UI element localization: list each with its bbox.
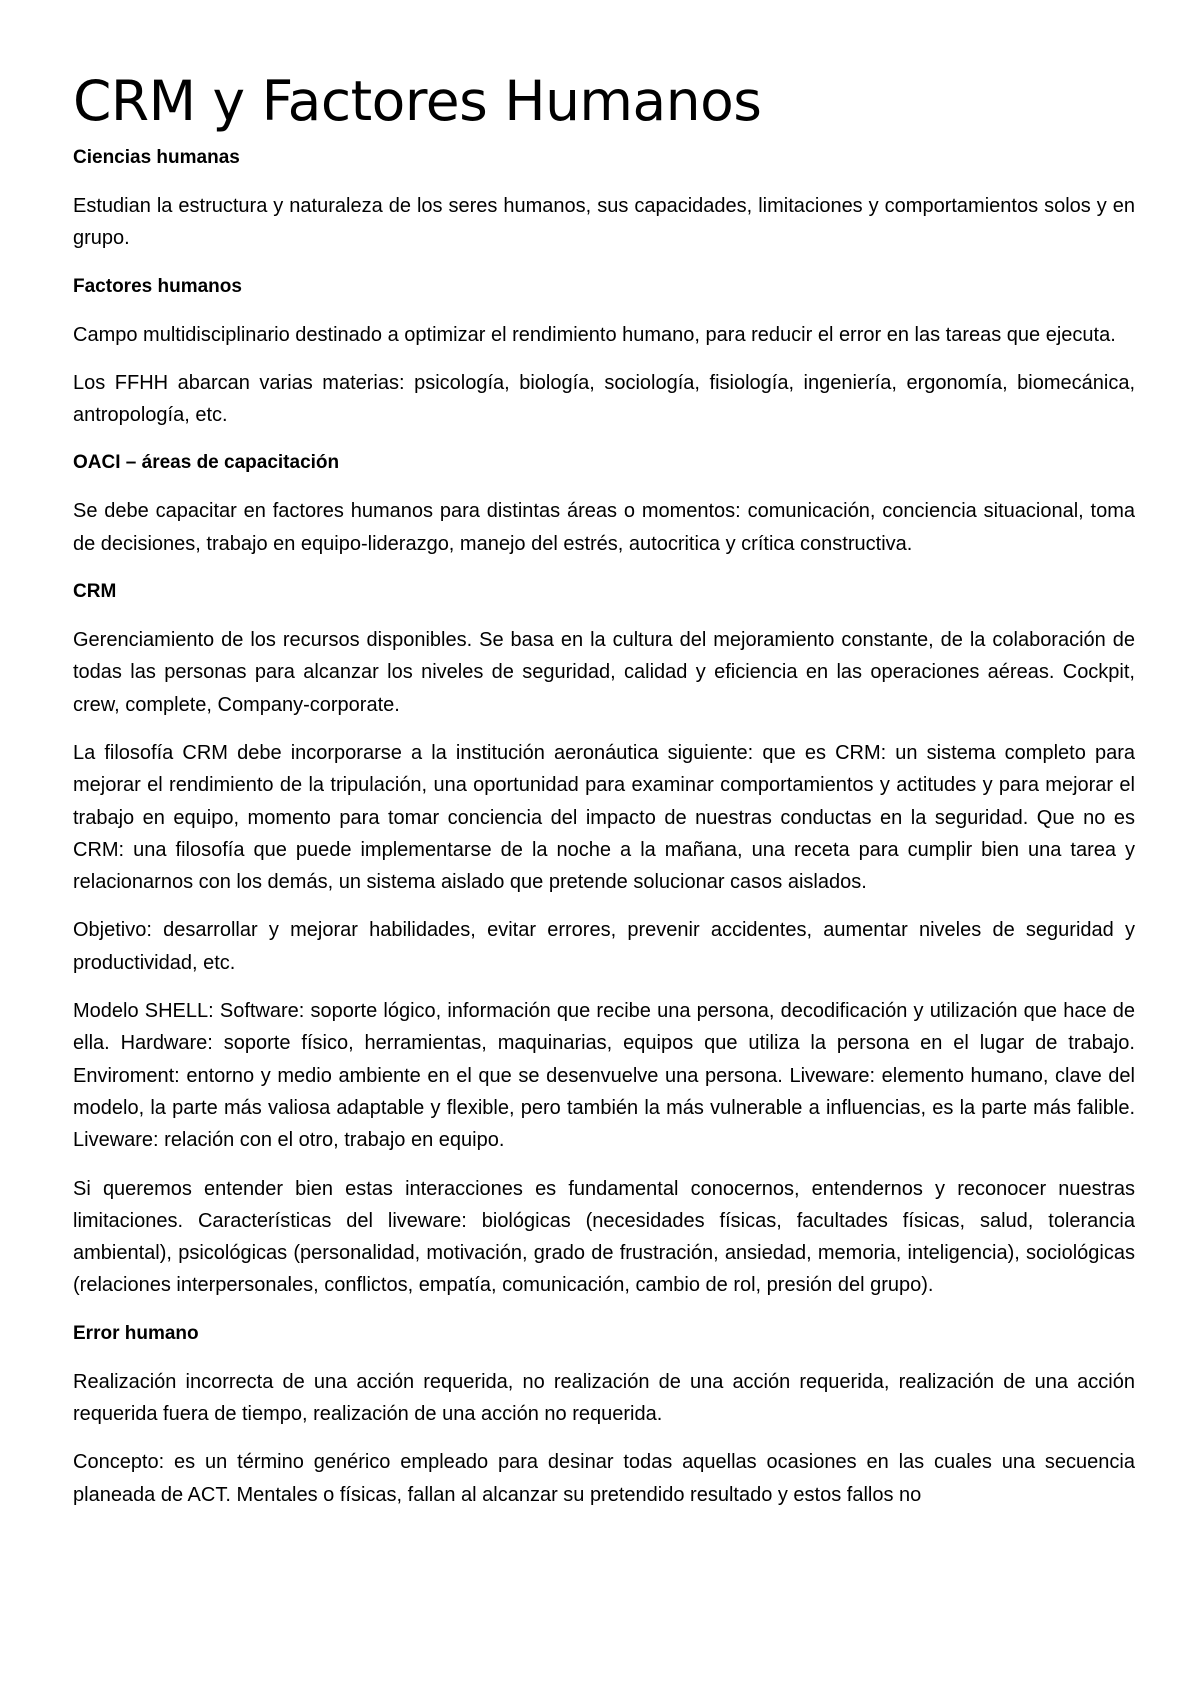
document-title: CRM y Factores Humanos — [73, 69, 762, 133]
paragraph: Concepto: es un término genérico empleado para desinar todas aquellas ocasiones en las cuales una secuencia planeada de ACT. Mentales o físicas, fallan al alcanzar su pretendido resultado y estos fallos no — [73, 1451, 1135, 1506]
section-heading-error-humano: Error humano — [73, 1322, 199, 1344]
paragraph: Se debe capacitar en factores humanos para distintas áreas o momentos: comunicación, conciencia situacional, toma de decisiones, trabajo en equipo-liderazgo, manejo del estrés, autocritica y crítica constructiva. — [73, 500, 1135, 555]
paragraph: Gerenciamiento de los recursos disponibles. Se basa en la cultura del mejoramiento constante, de la colaboración de todas las personas para alcanzar los niveles de seguridad, calidad y eficiencia en las operaciones aéreas. Cockpit, crew, complete, Company-corporate. — [73, 629, 1135, 716]
paragraph: Objetivo: desarrollar y mejorar habilidades, evitar errores, prevenir accidentes, aumentar niveles de seguridad y productividad, etc. — [73, 919, 1135, 974]
section-heading-oaci: OACI – áreas de capacitación — [73, 452, 340, 474]
paragraph: Los FFHH abarcan varias materias: psicología, biología, sociología, fisiología, ingeniería, ergonomía, biomecánica, antropología, etc. — [73, 371, 1135, 427]
paragraph: Campo multidisciplinario destinado a optimizar el rendimiento humano, para reducir el error en las tareas que ejecuta. — [73, 323, 1116, 346]
section-heading-ciencias-humanas: Ciencias humanas — [73, 147, 240, 168]
paragraph: Si queremos entender bien estas interacciones es fundamental conocernos, entendernos y reconocer nuestras limitaciones. Características del liveware: biológicas (necesidades físicas, facultades físicas, salud, tolerancia ambiental), psicológicas (personalidad, motivación, grado de frustración, ansiedad, memoria, inteligencia), sociológicas (relaciones interpersonales, conflictos, empatía, comunicación, cambio de rol, presión del grupo). — [73, 1177, 1135, 1297]
paragraph: Realización incorrecta de una acción requerida, no realización de una acción requerida, realización de una acción requerida fuera de tiempo, realización de una acción no requerida. — [73, 1370, 1135, 1426]
paragraph: La filosofía CRM debe incorporarse a la institución aeronáutica siguiente: que es CRM: un sistema completo para mejorar el rendimiento de la tripulación, una oportunidad para examinar comportamientos y actitudes y para mejorar el trabajo en equipo, momento para tomar conciencia del impacto de nuestras conductas en la seguridad. Que no es CRM: una filosofía que puede implementarse de la noche a la mañana, una receta para cumplir bien una tarea y relacionarnos con los demás, un sistema aislado que pretende solucionar casos aislados. — [73, 741, 1135, 894]
section-heading-crm: CRM — [73, 581, 117, 603]
paragraph: Modelo SHELL: Software: soporte lógico, información que recibe una persona, decodificación y utilización que hace de ella. Hardware: soporte físico, herramientas, maquinarias, equipos que utiliza la persona en el lugar de trabajo. Enviroment: entorno y medio ambiente en el que se desenvuelve una persona. Liveware: elemento humano, clave del modelo, la parte más valiosa adaptable y flexible, pero también la más vulnerable a influencias, es la parte más falible. Liveware: relación con el otro, trabajo en equipo. — [73, 1000, 1135, 1152]
section-heading-factores-humanos: Factores humanos — [73, 275, 242, 297]
paragraph: Estudian la estructura y naturaleza de los seres humanos, sus capacidades, limitaciones y comportamientos solos y en grupo. — [73, 195, 1135, 250]
document-page — [73, 62, 1135, 1527]
